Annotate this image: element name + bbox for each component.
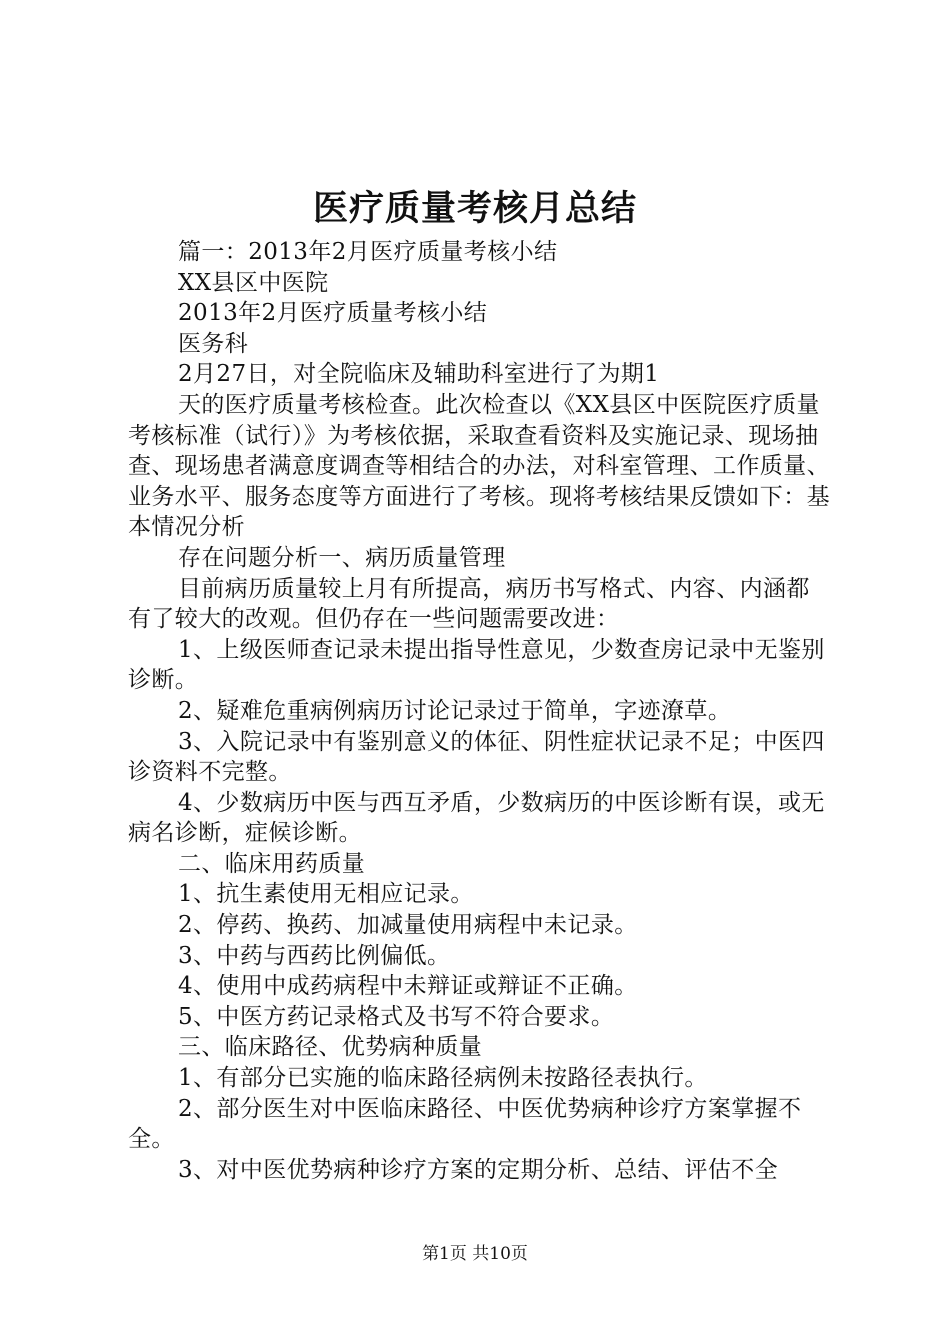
list-item: 1、抗生素使用无相应记录。 bbox=[178, 881, 474, 908]
list-item: 5、中医方药记录格式及书写不符合要求。 bbox=[178, 1003, 615, 1030]
report-subtitle: 2013年2月医疗质量考核小结 bbox=[178, 300, 488, 327]
department-name: 医务科 bbox=[178, 330, 249, 357]
hospital-name: XX县区中医院 bbox=[178, 269, 329, 296]
body-paragraph: 目前病历质量较上月有所提高，病历书写格式、内容、内涵都有了较大的改观。但仍存在一些问题需要改进： bbox=[128, 575, 810, 633]
list-item: 2、停药、换药、加减量使用病程中未记录。 bbox=[178, 912, 638, 939]
list-item: 1、上级医师查记录未提出指导性意见，少数查房记录中无鉴别诊断。 bbox=[128, 636, 825, 694]
body-paragraph: 天的医疗质量考核检查。此次检查以《XX县区中医院医疗质量考核标准（试行）》为考核依据，采取查看资料及实施记录、现场抽查、现场患者满意度调查等相结合的办法，对科室管理、工作质量、业务水平、服务态度等方面进行了考核。现将考核结果反馈如下：基本情况分析 bbox=[128, 391, 830, 541]
section-heading: 存在问题分析一、病历质量管理 bbox=[178, 544, 506, 571]
document-body bbox=[128, 237, 832, 1185]
list-item: 3、中药与西药比例偏低。 bbox=[178, 942, 451, 969]
list-item: 3、对中医优势病种诊疗方案的定期分析、总结、评估不全 bbox=[178, 1156, 779, 1183]
list-item: 4、少数病历中医与西互矛盾，少数病历的中医诊断有误，或无病名诊断，症候诊断。 bbox=[128, 789, 825, 847]
list-item: 1、有部分已实施的临床路径病例未按路径表执行。 bbox=[178, 1065, 708, 1092]
document-title: 医疗质量考核月总结 bbox=[312, 188, 637, 229]
list-item: 3、入院记录中有鉴别意义的体征、阴性症状记录不足；中医四诊资料不完整。 bbox=[128, 728, 825, 786]
section-heading: 三、临床路径、优势病种质量 bbox=[178, 1034, 483, 1061]
section-heading: 二、临床用药质量 bbox=[178, 850, 366, 877]
intro-line: 2月27日，对全院临床及辅助科室进行了为期1 bbox=[178, 361, 660, 388]
list-item: 4、使用中成药病程中未辩证或辩证不正确。 bbox=[178, 973, 638, 1000]
article-label: 篇一：2013年2月医疗质量考核小结 bbox=[178, 239, 558, 265]
list-item: 2、疑难危重病例病历讨论记录过于简单，字迹潦草。 bbox=[178, 697, 732, 724]
page-number: 第1页 共10页 bbox=[422, 1244, 528, 1264]
list-item: 2、部分医生对中医临床路径、中医优势病种诊疗方案掌握不全。 bbox=[128, 1095, 802, 1153]
